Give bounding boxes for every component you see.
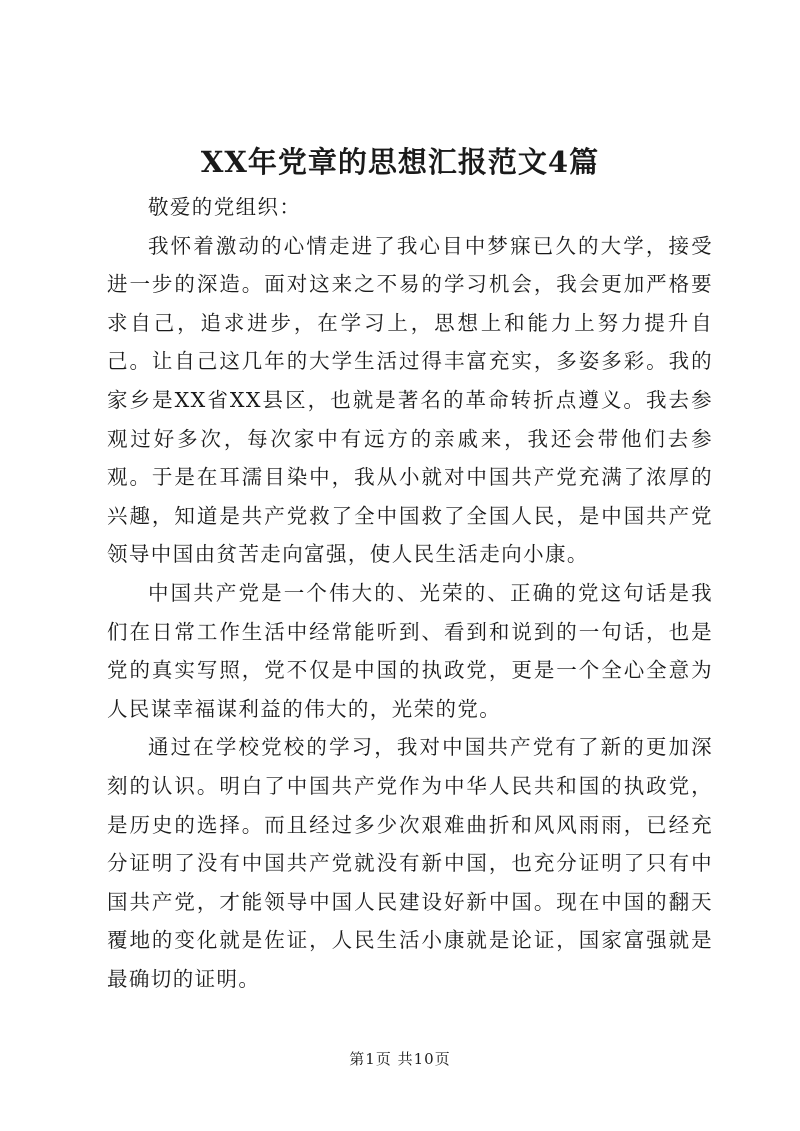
document-body bbox=[107, 188, 713, 998]
page-footer: 第1页 共10页 bbox=[349, 1050, 451, 1068]
paragraph-2: 中国共产党是一个伟大的、光荣的、正确的党这句话是我们在日常工作生活中经常能听到、看到和说到的一句话，也是党的真实写照，党不仅是中国的执政党，更是一个全心全意为人民谋幸福谋利益的伟大的，光荣的党。 bbox=[107, 580, 713, 721]
document-title: XX年党章的思想汇报范文4篇 bbox=[200, 145, 600, 179]
paragraph-3: 通过在学校党校的学习，我对中国共产党有了新的更加深刻的认识。明白了中国共产党作为中华人民共和国的执政党，是历史的选择。而且经过多少次艰难曲折和风风雨雨，已经充分证明了没有中国共产党就没有新中国，也充分证明了只有中国共产党，才能领导中国人民建设好新中国。现在中国的翻天覆地的变化就是佐证，人民生活小康就是论证，国家富强就是最确切的证明。 bbox=[107, 735, 713, 991]
paragraph-1: 我怀着激动的心情走进了我心目中梦寐已久的大学，接受进一步的深造。面对这来之不易的学习机会，我会更加严格要求自己，追求进步，在学习上，思想上和能力上努力提升自己。让自己这几年的大学生活过得丰富充实，多姿多彩。我的家乡是XX省XX县区，也就是著名的革命转折点遵义。我去参观过好多次，每次家中有远方的亲戚来，我还会带他们去参观。于是在耳濡目染中，我从小就对中国共产党充满了浓厚的兴趣，知道是共产党救了全中国救了全国人民，是中国共产党领导中国由贫苦走向富强，使人民生活走向小康。 bbox=[107, 233, 713, 567]
salutation: 敬爱的党组织： bbox=[148, 195, 302, 219]
